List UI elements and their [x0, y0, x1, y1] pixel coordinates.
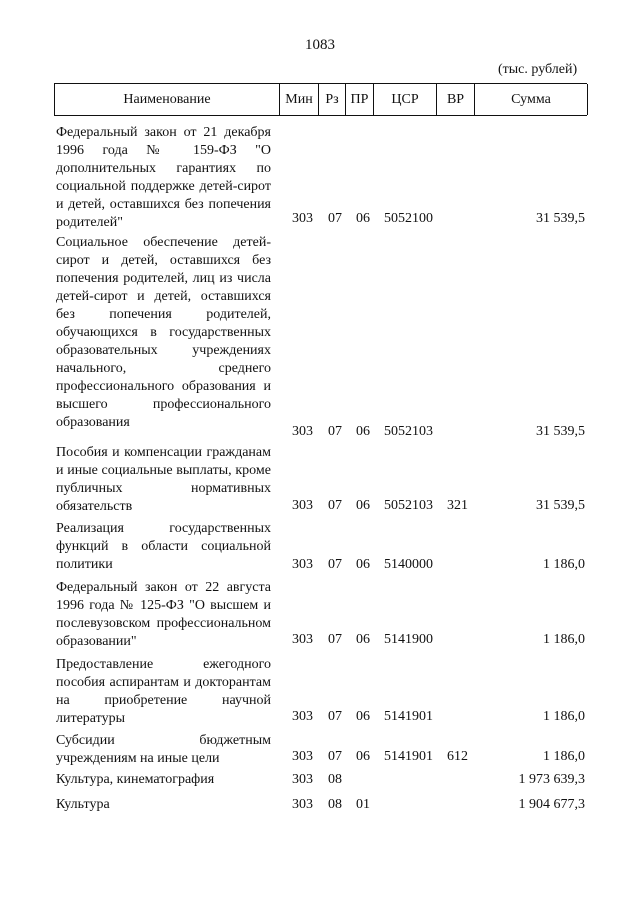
row-sum: 31 539,5 — [536, 498, 585, 513]
row-sum: 1 186,0 — [543, 632, 585, 647]
header-rz: Рз — [318, 84, 345, 115]
row-pr: 06 — [356, 749, 370, 764]
row-csr: 5052103 — [384, 424, 433, 439]
row-rz: 08 — [328, 772, 342, 787]
row-pr: 01 — [356, 797, 370, 812]
row-min: 303 — [292, 797, 313, 812]
row-csr: 5140000 — [384, 557, 433, 572]
row-name: Культура, кинематография — [56, 772, 215, 787]
units-label: (тыс. рублей) — [498, 62, 578, 77]
row-name: Предоставление ежегодного пособия аспирантам и докторантам на приобретение научной литературы — [56, 657, 271, 726]
row-rz: 07 — [328, 557, 342, 572]
row-vr: 321 — [447, 498, 468, 513]
row-name: Пособия и компенсации гражданам и иные социальные выплаты, кроме публичных нормативных обязательств — [56, 445, 271, 514]
row-min: 303 — [292, 498, 313, 513]
row-sum: 1 186,0 — [543, 709, 585, 724]
row-vr: 612 — [447, 749, 468, 764]
row-rz: 07 — [328, 424, 342, 439]
row-sum: 31 539,5 — [536, 211, 585, 226]
row-min: 303 — [292, 772, 313, 787]
row-csr: 5052100 — [384, 211, 433, 226]
row-name: Культура — [56, 797, 110, 812]
row-rz: 07 — [328, 211, 342, 226]
row-pr: 06 — [356, 709, 370, 724]
header-sum: Сумма — [474, 84, 588, 115]
row-min: 303 — [292, 632, 313, 647]
header-pr: ПР — [345, 84, 373, 115]
header-name: Наименование — [54, 84, 279, 115]
row-name: Федеральный закон от 21 декабря 1996 года № 159-ФЗ "О дополнительных гарантиях по социальной поддержке детей-сирот и детей, оставшихся без попечения родителей" — [56, 125, 271, 230]
row-pr: 06 — [356, 211, 370, 226]
row-pr: 06 — [356, 557, 370, 572]
row-sum: 31 539,5 — [536, 424, 585, 439]
row-csr: 5141901 — [384, 709, 433, 724]
table-header — [54, 83, 587, 116]
row-rz: 07 — [328, 632, 342, 647]
row-name: Социальное обеспечение детей-сирот и детей, оставшихся без попечения родителей, лиц из числа детей-сирот и детей, оставшихся без попечения родителей, обучающихся в государственных образовательных учреждениях начального, среднего профессионального образования и высшего профессионального образования — [56, 235, 271, 430]
row-min: 303 — [292, 557, 313, 572]
row-rz: 08 — [328, 797, 342, 812]
row-sum: 1 973 639,3 — [518, 772, 585, 787]
row-rz: 07 — [328, 709, 342, 724]
header-vr: ВР — [436, 84, 474, 115]
row-name: Субсидии бюджетным учреждениям на иные цели — [56, 733, 271, 766]
row-sum: 1 186,0 — [543, 749, 585, 764]
row-csr: 5141900 — [384, 632, 433, 647]
row-csr: 5141901 — [384, 749, 433, 764]
page-number: 1083 — [305, 37, 335, 53]
row-sum: 1 186,0 — [543, 557, 585, 572]
row-rz: 07 — [328, 749, 342, 764]
row-pr: 06 — [356, 424, 370, 439]
row-min: 303 — [292, 709, 313, 724]
row-name: Федеральный закон от 22 августа 1996 года № 125-ФЗ "О высшем и послевузовском профессиональном образовании" — [56, 580, 271, 649]
row-name: Реализация государственных функций в области социальной политики — [56, 521, 271, 572]
row-sum: 1 904 677,3 — [518, 797, 585, 812]
row-pr: 06 — [356, 498, 370, 513]
row-min: 303 — [292, 749, 313, 764]
header-csr: ЦСР — [373, 84, 436, 115]
row-csr: 5052103 — [384, 498, 433, 513]
row-pr: 06 — [356, 632, 370, 647]
row-min: 303 — [292, 211, 313, 226]
row-min: 303 — [292, 424, 313, 439]
row-rz: 07 — [328, 498, 342, 513]
header-min: Мин — [279, 84, 318, 115]
